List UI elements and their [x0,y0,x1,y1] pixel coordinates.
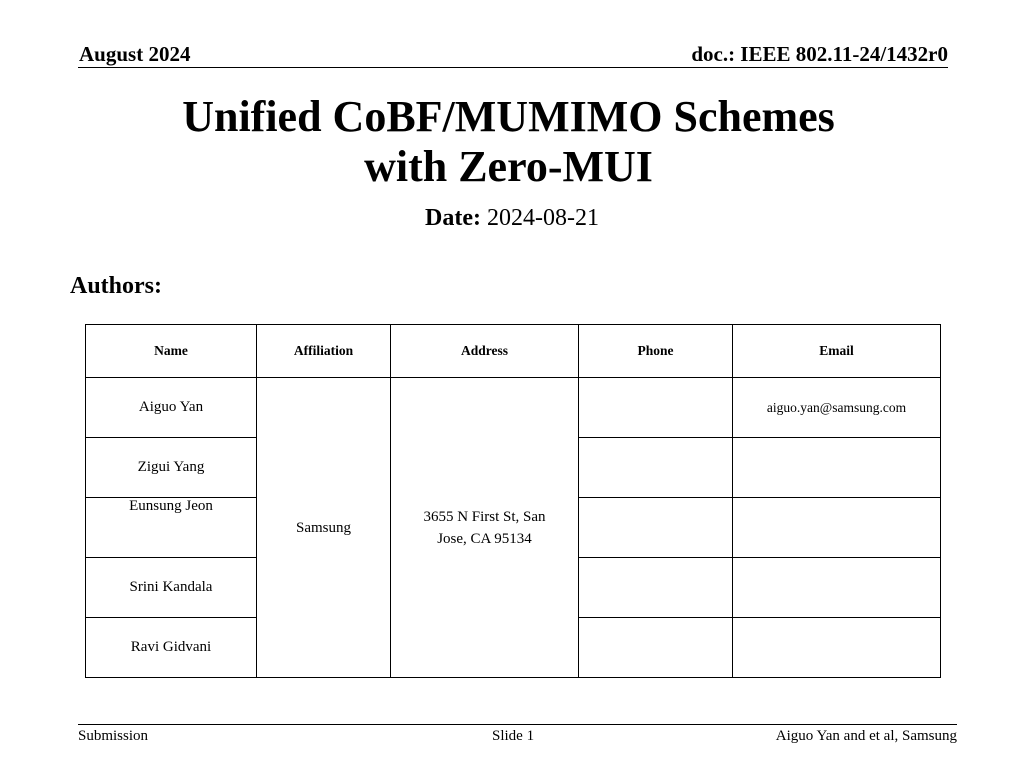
slide-title [0,92,1017,192]
author-phone [579,378,733,438]
footer-divider [78,724,957,725]
table-row [86,378,941,438]
author-name: Zigui Yang [86,438,257,498]
footer-authors: Aiguo Yan and et al, Samsung [775,728,957,744]
affiliation-cell: Samsung [257,378,391,678]
date-label: Date: [425,205,481,231]
author-phone [579,498,733,558]
header-divider [78,67,948,68]
author-name: Eunsung Jeon [86,498,257,558]
author-email: aiguo.yan@samsung.com [733,378,941,438]
footer-submission: Submission [78,728,149,744]
author-name: Ravi Gidvani [86,618,257,678]
address-line-1: 3655 N First St, San [423,508,546,525]
date-value: 2024-08-21 [486,205,599,231]
title-line-1: Unified CoBF/MUMIMO Schemes [182,92,835,141]
table-header-row [86,325,941,378]
footer-slide-number: Slide 1 [492,728,535,744]
header-date: August 2024 [79,42,191,66]
author-email [733,438,941,498]
author-email [733,618,941,678]
address-line-2: Jose, CA 95134 [437,530,532,547]
author-name: Aiguo Yan [86,378,257,438]
title-line-2: with Zero-MUI [364,142,653,191]
header-name: Name [86,325,257,378]
author-name: Srini Kandala [86,558,257,618]
header-doc-id: doc.: IEEE 802.11-24/1432r0 [691,42,948,66]
author-phone [579,438,733,498]
author-email [733,498,941,558]
authors-table [85,324,941,678]
author-phone [579,618,733,678]
authors-label: Authors: [70,273,163,299]
author-phone [579,558,733,618]
date-line [0,205,1024,232]
header-email: Email [733,325,941,378]
header-address: Address [391,325,579,378]
header-affiliation: Affiliation [257,325,391,378]
author-email [733,558,941,618]
address-cell [391,378,579,678]
header-phone: Phone [579,325,733,378]
